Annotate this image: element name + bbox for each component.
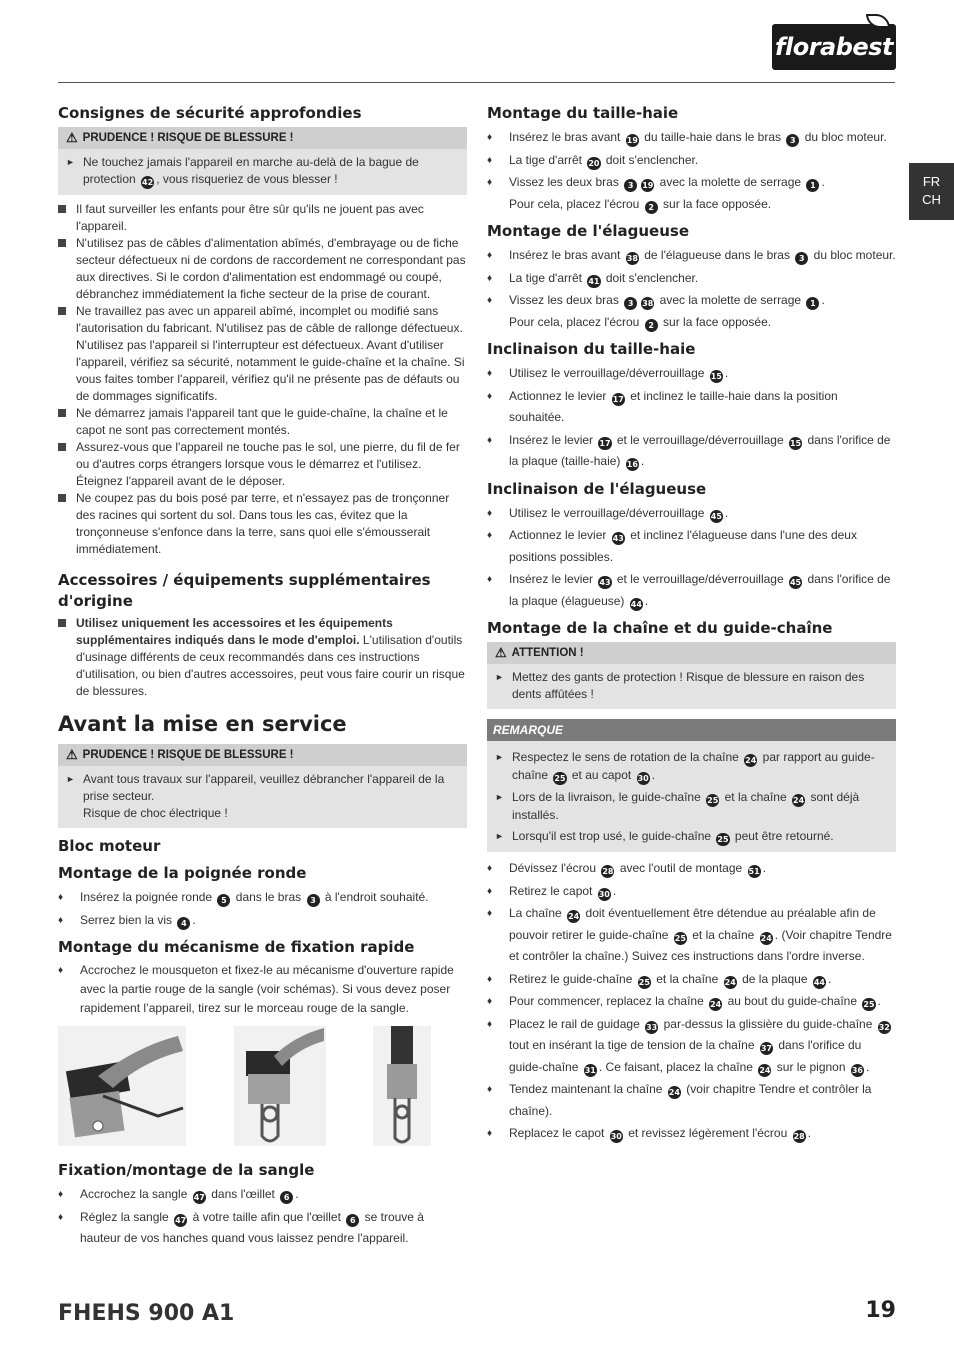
- heading-tilt-hedge: Inclinaison du taille-haie: [487, 340, 696, 358]
- list-item: ♦ La tige d'arrêt 41 doit s'enclencher.: [487, 268, 896, 290]
- warning-triangle-icon: ⚠: [66, 747, 78, 762]
- list-item: ♦ Accrochez le mousqueton et fixez-le au mécanisme d'ouverture rapide avec la partie rouge de la sangle (voir schémas). Si vous devez poser rapidement l’appareil, tirez sur le morceau rouge de la sangle.: [58, 963, 454, 1015]
- language-tab: FR CH: [909, 163, 954, 220]
- list-item: Ne coupez pas du bois posé par terre, et n'essayez pas de tronçonner des racines qui sortent du sol. Dans tous les cas, évitez que la tronçonneuse s'enfonce dans la terre, sans quoi elle s'émousserait immédiatement.: [58, 490, 467, 558]
- arrow-icon: ►: [495, 672, 504, 682]
- diamond-bullet-icon: ♦: [487, 272, 493, 284]
- caution-box-2: ⚠ PRUDENCE ! RISQUE DE BLESSURE ! ► Avant tous travaux sur l'appareil, veuillez débrancher l'appareil de la prise secteur. Risque de choc électrique !: [58, 744, 467, 828]
- diamond-bullet-icon: ♦: [487, 507, 493, 519]
- header-rule: [58, 82, 895, 83]
- square-bullet-icon: [58, 205, 66, 213]
- diamond-bullet-icon: ♦: [487, 908, 493, 919]
- model-number: FHEHS 900 A1: [58, 1301, 235, 1326]
- heading-motor: Bloc moteur: [58, 837, 161, 855]
- square-bullet-icon: [58, 409, 66, 417]
- arrow-icon: ►: [495, 831, 504, 841]
- heading-safety: Consignes de sécurité approfondies: [58, 104, 362, 122]
- quick-release-photos: [58, 1026, 467, 1146]
- diamond-bullet-icon: ♦: [487, 863, 493, 874]
- diamond-bullet-icon: ♦: [487, 132, 493, 143]
- list-item: ♦ Retirez le capot 30 .: [487, 881, 896, 903]
- list-item: Utilisez uniquement les accessoires et les équipements supplémentaires indiqués dans le mode d'emploi. L'utilisation d'outils d'usinage différents de ceux recommandés dans ces instructions d'utilisation, ou bien d'autres accessoires, peut vous faire courir un risque de blessures.: [58, 615, 467, 700]
- list-item: ♦ Actionnez le levier 43 et inclinez l'élagueuse dans l'une des deux positions possibles.: [487, 525, 896, 568]
- square-bullet-icon: [58, 619, 66, 627]
- list-item: ♦ Retirez le guide-chaîne 25 et la chaîne 24 de la plaque 44 .: [487, 969, 896, 991]
- carabiner-photo-2: [234, 1026, 326, 1146]
- diamond-bullet-icon: ♦: [487, 530, 493, 541]
- diamond-bullet-icon: ♦: [58, 892, 64, 903]
- diamond-bullet-icon: ♦: [487, 368, 493, 379]
- list-item: ♦ Insérez la poignée ronde 5 dans le bras 3 à l'endroit souhaité.: [58, 887, 467, 909]
- list-item: ♦ Serrez bien la vis 4 .: [58, 910, 467, 932]
- remark-item: ► Lors de la livraison, le guide-chaîne 25 et la chaîne 24 sont déjà installés.: [495, 790, 860, 822]
- list-item: ♦ Placez le rail de guidage 33 par-dessus la glissière du guide-chaîne 32 tout en insérant la tige de tension de la chaîne 37 dans l'orifice du guide-chaîne 31 . Ce faisant, placez la chaîne 24 sur le pignon 36 .: [487, 1014, 896, 1079]
- accessories-list: [58, 615, 467, 700]
- list-item: ♦ Pour commencer, replacez la chaîne 24 au bout du guide-chaîne 25 .: [487, 991, 896, 1013]
- list-item: ♦ Vissez les deux bras 3 19 avec la molette de serrage 1 . Pour cela, placez l'écrou 2 sur la face opposée.: [487, 172, 896, 215]
- safety-list: [58, 201, 467, 558]
- heading-pruner-mount: Montage de l'élagueuse: [487, 222, 690, 240]
- left-column: [58, 103, 467, 1252]
- square-bullet-icon: [58, 443, 66, 451]
- diamond-bullet-icon: ♦: [487, 177, 493, 188]
- diamond-bullet-icon: ♦: [487, 574, 493, 585]
- list-item: ♦ Utilisez le verrouillage/déverrouillage 15 .: [487, 363, 896, 385]
- arrow-icon: ►: [495, 752, 504, 762]
- arrow-icon: ►: [495, 792, 504, 802]
- warning-triangle-icon: ⚠: [495, 645, 507, 660]
- list-item: ♦ Actionnez le levier 17 et inclinez le taille-haie dans la position souhaitée.: [487, 386, 896, 429]
- heading-quick-release: Montage du mécanisme de fixation rapide: [58, 938, 415, 956]
- diamond-bullet-icon: ♦: [487, 973, 493, 985]
- remark-item: ► Respectez le sens de rotation de la chaîne 24 par rapport au guide-chaîne 25 et au capot 30 .: [495, 750, 875, 783]
- list-item: ♦ Insérez le levier 17 et le verrouillage/déverrouillage 15 dans l'orifice de la plaque (taille-haie) 16 .: [487, 430, 896, 473]
- list-item: ♦ Replacez le capot 30 et revissez légèrement l'écrou 28 .: [487, 1123, 896, 1145]
- tilt-hedge-list: [487, 363, 896, 473]
- list-item: ♦ Dévissez l'écrou 28 avec l'outil de montage 51 .: [487, 858, 896, 880]
- diamond-bullet-icon: ♦: [58, 1211, 64, 1223]
- diamond-bullet-icon: ♦: [487, 885, 493, 897]
- warning-triangle-icon: ⚠: [66, 130, 78, 145]
- arrow-icon: ►: [66, 774, 75, 784]
- right-column: [487, 103, 896, 1147]
- florabest-logo: florabest: [772, 24, 896, 70]
- square-bullet-icon: [58, 307, 66, 315]
- heading-strap: Fixation/montage de la sangle: [58, 1161, 315, 1179]
- heading-handle: Montage de la poignée ronde: [58, 864, 307, 882]
- list-item: ♦ Insérez le levier 43 et le verrouillage/déverrouillage 45 dans l'orifice de la plaque (élagueuse) 44 .: [487, 569, 896, 612]
- diamond-bullet-icon: ♦: [487, 434, 493, 446]
- list-item: Il faut surveiller les enfants pour être sûr qu'ils ne jouent pas avec l'appareil.: [58, 201, 467, 235]
- strap-list: [58, 1184, 467, 1250]
- square-bullet-icon: [58, 494, 66, 502]
- list-item: Assurez-vous que l'appareil ne touche pas le sol, une pierre, du fil de fer ou d'autres corps étrangers lorsque vous le démarrez et l'utilisez. Éteignez l'appareil avant de le déposer.: [58, 439, 467, 490]
- caution-box-1: ⚠ PRUDENCE ! RISQUE DE BLESSURE ! ► Ne touchez jamais l'appareil en marche au-delà de la bague de protection 42 , vous risqueriez de vous blesser !: [58, 127, 467, 195]
- hedge-mount-list: [487, 127, 896, 215]
- carabiner-photo-1: [58, 1026, 186, 1146]
- diamond-bullet-icon: ♦: [58, 1189, 64, 1200]
- list-item: ♦ Réglez la sangle 47 à votre taille afin que l'œillet 6 se trouve à hauteur de vos hanches quand vous laissez pendre l'appareil.: [58, 1207, 467, 1250]
- heading-hedge-mount: Montage du taille-haie: [487, 104, 679, 122]
- diamond-bullet-icon: ♦: [487, 1018, 493, 1030]
- heading-chain-mount: Montage de la chaîne et du guide-chaîne: [487, 619, 833, 637]
- square-bullet-icon: [58, 239, 66, 247]
- page-number: 19: [865, 1298, 896, 1323]
- diamond-bullet-icon: ♦: [487, 390, 493, 402]
- list-item: ♦ Accrochez la sangle 47 dans l'œillet 6 .: [58, 1184, 467, 1206]
- tilt-pruner-list: [487, 503, 896, 613]
- chain-steps-list: [487, 858, 896, 1145]
- handle-list: [58, 887, 467, 931]
- remark-item: ► Lorsqu'il est trop usé, le guide-chaîne 25 peut être retourné.: [495, 829, 834, 844]
- list-item: ♦ Insérez le bras avant 38 de l'élagueuse dans le bras 3 du bloc moteur.: [487, 245, 896, 267]
- heading-accessories: Accessoires / équipements supplémentaires d'origine: [58, 571, 431, 610]
- quick-release-list: [58, 961, 467, 1018]
- list-item: ♦ Utilisez le verrouillage/déverrouillage 45 .: [487, 503, 896, 525]
- list-item: Ne démarrez jamais l'appareil tant que le guide-chaîne, la chaîne et le capot ne sont pas correctement montés.: [58, 405, 467, 439]
- list-item: N'utilisez pas de câbles d'alimentation abîmés, d'embrayage ou de fiche secteur défectueux ni de cordons de raccordement ne correspondant pas aux directives. Si le cordon d'alimentation est endommagé ou coupé, débranchez immédiatement la fiche secteur de la prise de courant.: [58, 235, 467, 303]
- diamond-bullet-icon: ♦: [58, 965, 64, 976]
- diamond-bullet-icon: ♦: [58, 914, 64, 926]
- pruner-mount-list: [487, 245, 896, 333]
- diamond-bullet-icon: ♦: [487, 295, 493, 306]
- list-item: ♦ Insérez le bras avant 19 du taille-haie dans le bras 3 du bloc moteur.: [487, 127, 896, 149]
- attention-box: ⚠ ATTENTION ! ► Mettez des gants de protection ! Risque de blessure en raison des dents affûtées !: [487, 642, 896, 709]
- heading-before-use: Avant la mise en service: [58, 712, 347, 736]
- diamond-bullet-icon: ♦: [487, 250, 493, 261]
- remark-box: REMARQUE ► Respectez le sens de rotation de la chaîne 24 par rapport au guide-chaîne 25 et au capot 30 . ► Lors de la livraison, le guide-chaîne 25 et la chaîne 24 sont déjà installés. ► Lorsqu'il est trop usé, le guide-chaîne 25 peut être retourné.: [487, 719, 896, 852]
- list-item: ♦ Tendez maintenant la chaîne 24 (voir chapitre Tendre et contrôler la chaîne).: [487, 1079, 896, 1122]
- list-item: Ne travaillez pas avec un appareil abîmé, incomplet ou modifié sans l'autorisation du fabricant. N'utilisez pas de câble de rallonge défectueux. N'utilisez pas l'appareil si l'interrupteur est défectueux. Avant d'utiliser l'appareil, vérifiez sa sécurité, notamment le guide-chaîne et la chaîne. Si vous faites tomber l'appareil, vérifiez qu'il ne présente pas de défauts ou de dommages significatifs.: [58, 303, 467, 405]
- diamond-bullet-icon: ♦: [487, 1084, 493, 1095]
- diamond-bullet-icon: ♦: [487, 154, 493, 166]
- diamond-bullet-icon: ♦: [487, 996, 493, 1007]
- arrow-icon: ►: [66, 157, 75, 167]
- list-item: ♦ La tige d'arrêt 20 doit s'enclencher.: [487, 150, 896, 172]
- list-item: ♦ La chaîne 24 doit éventuellement être détendue au préalable afin de pouvoir retirer le guide-chaîne 25 et la chaîne 24 . (Voir chapitre Tendre et contrôler la chaîne.) Suivez ces instructions dans l'ordre inverse.: [487, 903, 896, 968]
- diamond-bullet-icon: ♦: [487, 1128, 493, 1139]
- list-item: ♦ Vissez les deux bras 3 38 avec la molette de serrage 1 . Pour cela, placez l'écrou 2 sur la face opposée.: [487, 290, 896, 333]
- carabiner-photo-3: [373, 1026, 431, 1146]
- leaf-icon: [866, 14, 890, 28]
- heading-tilt-pruner: Inclinaison de l'élagueuse: [487, 479, 707, 498]
